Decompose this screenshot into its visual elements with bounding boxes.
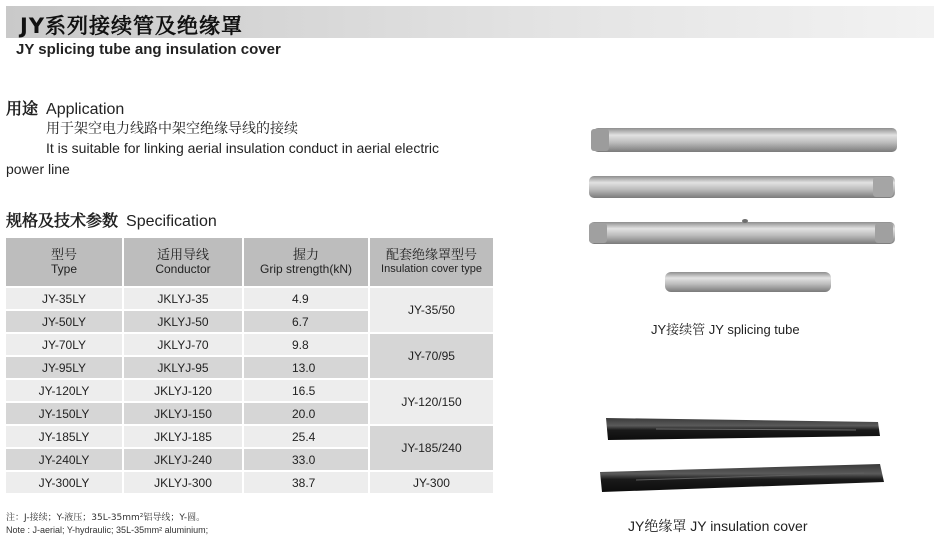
- cell-conductor: JKLYJ-150: [123, 402, 243, 425]
- cell-conductor: JKLYJ-70: [123, 333, 243, 356]
- cell-cover-type: JY-70/95: [369, 333, 493, 379]
- specification-heading-cn: 规格及技术参数: [6, 213, 119, 230]
- application-heading-cn: 用途: [6, 101, 39, 118]
- header-insulation-cover: 配套绝缘罩型号 Insulation cover type: [369, 238, 493, 287]
- cell-cover-type: JY-120/150: [369, 379, 493, 425]
- table-row: [6, 379, 493, 402]
- title-bar: [6, 6, 934, 38]
- cell-type: JY-240LY: [6, 448, 123, 471]
- cell-conductor: JKLYJ-120: [123, 379, 243, 402]
- specification-heading: [6, 208, 217, 231]
- splicing-tube-caption: JY接续管 JY splicing tube: [651, 322, 800, 337]
- cell-conductor: JKLYJ-300: [123, 471, 243, 493]
- cell-cover-type: JY-300: [369, 471, 493, 493]
- application-text-cn: 用于架空电力线路中架空绝缘导线的接续: [46, 121, 298, 137]
- cell-grip: 13.0: [243, 356, 369, 379]
- splicing-tube-image-2: [589, 176, 895, 198]
- cell-grip: 33.0: [243, 448, 369, 471]
- header-type: 型号 Type: [6, 238, 123, 287]
- insulation-cover-image-1: [606, 418, 880, 440]
- cell-conductor: JKLYJ-240: [123, 448, 243, 471]
- cell-conductor: JKLYJ-95: [123, 356, 243, 379]
- cell-grip: 6.7: [243, 310, 369, 333]
- cell-type: JY-185LY: [6, 425, 123, 448]
- note-en: Note : J-aerial; Y-hydraulic; 35L-35mm² aluminium;: [6, 525, 209, 535]
- splicing-tube-image-3: [589, 219, 895, 244]
- page-title-en: JY splicing tube ang insulation cover: [16, 41, 281, 58]
- application-heading-en: Application: [46, 101, 125, 118]
- splicing-tube-photos: [583, 126, 903, 296]
- cell-conductor: JKLYJ-35: [123, 287, 243, 310]
- cell-grip: 20.0: [243, 402, 369, 425]
- cell-grip: 16.5: [243, 379, 369, 402]
- application-heading: [6, 96, 124, 119]
- cell-type: JY-120LY: [6, 379, 123, 402]
- cell-type: JY-70LY: [6, 333, 123, 356]
- insulation-cover-photos: [596, 410, 888, 496]
- note-cn: 注：J-接续；Y-液压；35L-35mm²铝导线；Y-圆。: [6, 513, 206, 523]
- cell-grip: 38.7: [243, 471, 369, 493]
- cell-type: JY-95LY: [6, 356, 123, 379]
- application-text-en-line2: power line: [6, 161, 70, 177]
- table-header-row: [6, 238, 493, 287]
- cell-type: JY-150LY: [6, 402, 123, 425]
- cell-conductor: JKLYJ-185: [123, 425, 243, 448]
- specification-table: [6, 238, 493, 493]
- cell-cover-type: JY-185/240: [369, 425, 493, 471]
- splicing-tube-image-4: [665, 272, 831, 292]
- cell-type: JY-35LY: [6, 287, 123, 310]
- header-conductor: 适用导线 Conductor: [123, 238, 243, 287]
- cell-type: JY-50LY: [6, 310, 123, 333]
- splicing-tube-image-1: [591, 128, 897, 152]
- cell-cover-type: JY-35/50: [369, 287, 493, 333]
- header-grip-strength: 握力 Grip strength(kN): [243, 238, 369, 287]
- cell-grip: 25.4: [243, 425, 369, 448]
- table-row: [6, 425, 493, 448]
- table-row: [6, 333, 493, 356]
- application-text-en-line1: It is suitable for linking aerial insulation conduct in aerial electric: [46, 140, 439, 156]
- table-row: [6, 287, 493, 310]
- cell-conductor: JKLYJ-50: [123, 310, 243, 333]
- insulation-cover-caption: JY绝缘罩 JY insulation cover: [628, 518, 808, 534]
- cell-grip: 4.9: [243, 287, 369, 310]
- cell-type: JY-300LY: [6, 471, 123, 493]
- cell-grip: 9.8: [243, 333, 369, 356]
- page-title-cn: JY系列接续管及绝缘罩: [20, 14, 244, 38]
- table-row: [6, 471, 493, 493]
- insulation-cover-image-2: [600, 464, 884, 492]
- specification-heading-en: Specification: [126, 213, 217, 230]
